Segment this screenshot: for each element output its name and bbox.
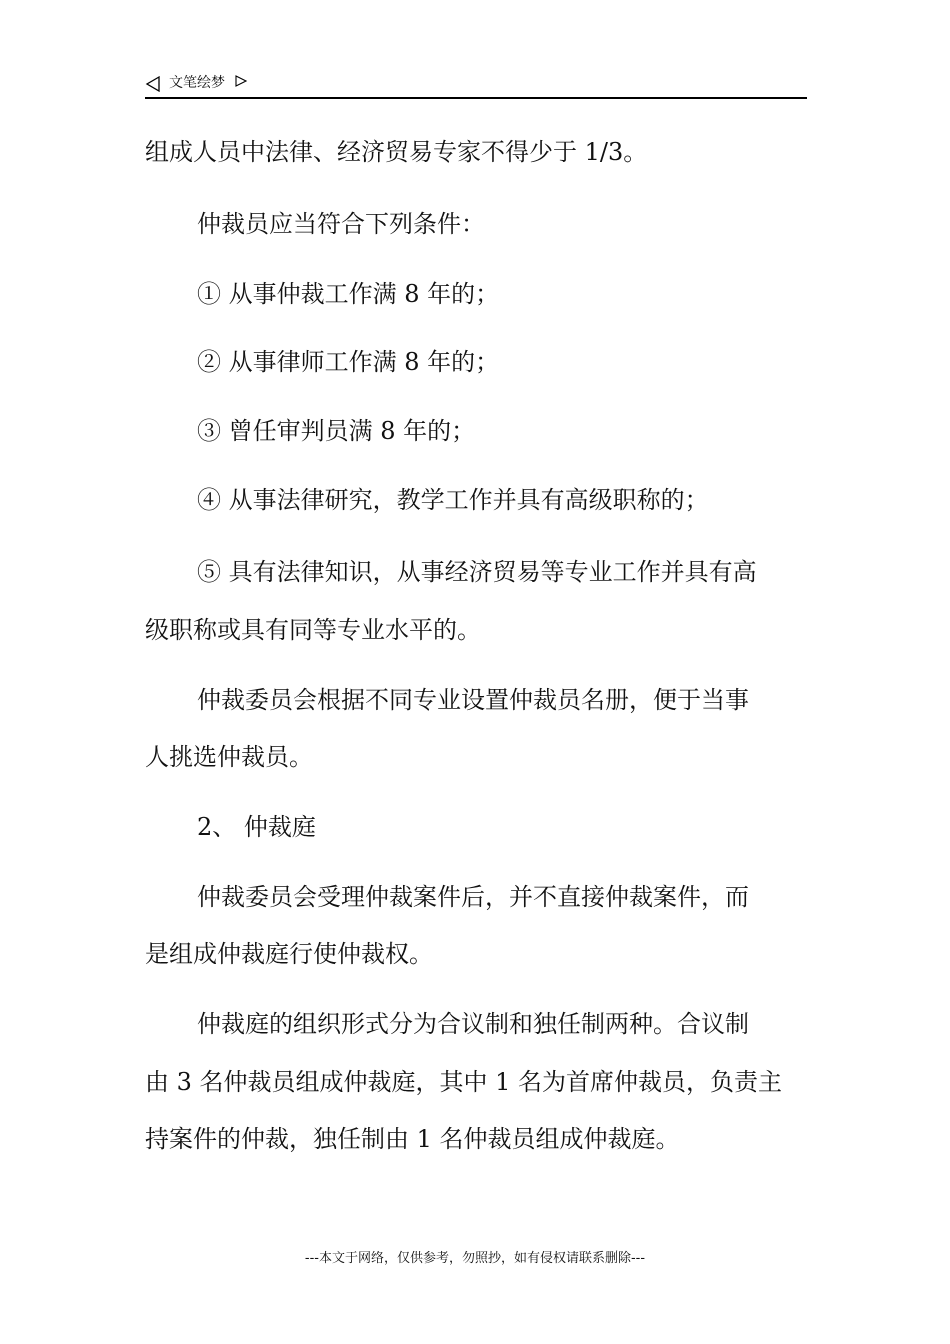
list-item: ③ 曾任审判员满 8 年的； — [197, 417, 476, 445]
paragraph-line: 人挑选仲裁员。 — [145, 743, 313, 771]
paragraph-line: 持案件的仲裁，独任制由 1 名仲裁员组成仲裁庭。 — [145, 1125, 680, 1153]
list-item: ⑤ 具有法律知识，从事经济贸易等专业工作并具有高 — [197, 558, 757, 586]
list-item: ① 从事仲裁工作满 8 年的； — [197, 280, 500, 308]
triangle-right-icon — [235, 75, 247, 87]
paragraph-line: 是组成仲裁庭行使仲裁权。 — [145, 940, 433, 968]
page-header — [145, 72, 807, 98]
header-rule — [145, 97, 807, 99]
paragraph-line: 组成人员中法律、经济贸易专家不得少于 1/3。 — [145, 138, 648, 166]
paragraph-line: 仲裁员应当符合下列条件： — [197, 210, 485, 238]
list-item: ④ 从事法律研究，教学工作并具有高级职称的； — [197, 486, 709, 514]
header-brand: 文笔绘梦 — [169, 75, 225, 91]
paragraph-line: 级职称或具有同等专业水平的。 — [145, 616, 481, 644]
footer-notice: ---本文于网络，仅供参考，勿照抄，如有侵权请联系删除--- — [304, 1251, 646, 1266]
paragraph-line: 仲裁委员会根据不同专业设置仲裁员名册，便于当事 — [197, 686, 749, 714]
triangle-left-icon — [145, 76, 161, 92]
paragraph-line: 由 3 名仲裁员组成仲裁庭，其中 1 名为首席仲裁员，负责主 — [145, 1068, 783, 1096]
paragraph-line: 仲裁委员会受理仲裁案件后，并不直接仲裁案件，而 — [197, 883, 749, 911]
list-item: ② 从事律师工作满 8 年的； — [197, 348, 500, 376]
section-heading: 2、 仲裁庭 — [197, 813, 316, 841]
paragraph-line: 仲裁庭的组织形式分为合议制和独任制两种。合议制 — [197, 1010, 749, 1038]
